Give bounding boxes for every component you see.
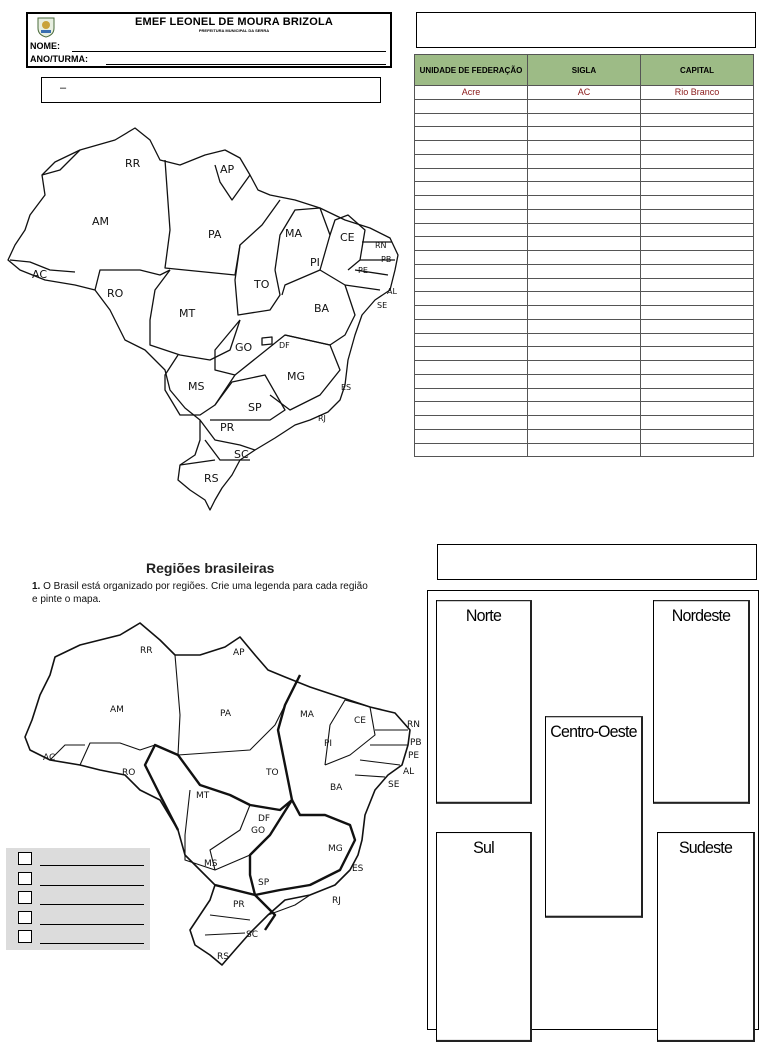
table-cell[interactable]	[528, 99, 641, 113]
map1-label-mt: MT	[179, 307, 196, 320]
map2-label-mg: MG	[328, 844, 343, 854]
legend-swatch[interactable]	[18, 852, 32, 865]
map2-label-es: ES	[352, 864, 364, 874]
legend-row	[18, 911, 146, 925]
legend-row	[18, 872, 146, 886]
table-cell[interactable]	[641, 333, 754, 347]
table-cell[interactable]	[641, 141, 754, 155]
legend-row	[18, 852, 146, 866]
table-cell[interactable]	[641, 237, 754, 251]
table-row	[415, 154, 754, 168]
subtitle-dash: –	[60, 82, 67, 94]
table-cell[interactable]	[641, 319, 754, 333]
map1-label-am: AM	[92, 215, 110, 228]
map2-label-rj: RJ	[332, 896, 341, 906]
map1-label-al: AL	[387, 287, 397, 296]
table-cell[interactable]	[528, 251, 641, 265]
map2-label-ms: MS	[204, 859, 218, 869]
table-cell[interactable]	[415, 429, 528, 443]
table-cell[interactable]	[415, 99, 528, 113]
table-cell[interactable]	[528, 196, 641, 210]
table-cell[interactable]	[528, 168, 641, 182]
legend-line[interactable]	[40, 885, 144, 886]
table-row	[415, 347, 754, 361]
regions-blank-title[interactable]	[437, 544, 757, 580]
region-label-centro-oeste: Centro-Oeste	[550, 723, 637, 742]
table-row	[415, 388, 754, 402]
table-cell[interactable]	[415, 292, 528, 306]
map1-label-pi: PI	[310, 256, 320, 269]
map2-label-go: GO	[251, 826, 266, 836]
region-label-norte: Norte	[465, 607, 502, 626]
table-cell[interactable]	[415, 416, 528, 430]
table-row	[415, 251, 754, 265]
school-header	[26, 12, 392, 68]
table-cell[interactable]	[415, 251, 528, 265]
region-box-sudeste[interactable]	[657, 832, 755, 1042]
title-blank-box[interactable]	[416, 12, 756, 48]
table-cell[interactable]	[641, 196, 754, 210]
map2-label-se: SE	[388, 780, 400, 790]
table-cell[interactable]	[641, 278, 754, 292]
class-line[interactable]	[106, 64, 386, 65]
table-cell[interactable]	[528, 361, 641, 375]
cell-state[interactable]: Acre	[415, 86, 528, 100]
table-cell[interactable]	[641, 374, 754, 388]
legend-swatch[interactable]	[18, 911, 32, 924]
table-cell[interactable]	[415, 196, 528, 210]
table-row	[415, 292, 754, 306]
region-box-sul[interactable]	[436, 832, 532, 1042]
map1-label-pe: PE	[358, 266, 368, 275]
map2-label-pe: PE	[408, 751, 420, 761]
table-cell[interactable]	[415, 278, 528, 292]
map2-label-df: DF	[258, 814, 271, 824]
table-row	[415, 402, 754, 416]
map2-label-ba: BA	[330, 783, 343, 793]
map2-label-rn: RN	[407, 720, 420, 730]
table-row	[415, 196, 754, 210]
table-cell[interactable]	[528, 347, 641, 361]
table-cell[interactable]	[641, 429, 754, 443]
table-row	[415, 141, 754, 155]
map2-label-sp: SP	[258, 878, 270, 888]
table-cell[interactable]	[415, 141, 528, 155]
map1-label-pb: PB	[381, 255, 392, 264]
map1-label-to: TO	[254, 278, 270, 291]
table-cell[interactable]	[415, 333, 528, 347]
header-sigla: SIGLA	[528, 55, 641, 86]
table-cell[interactable]	[641, 209, 754, 223]
legend-line[interactable]	[40, 865, 144, 866]
map1-label-se: SE	[377, 301, 388, 310]
map2-label-rs: RS	[217, 952, 229, 962]
map1-label-df: DF	[279, 341, 290, 350]
map1-label-pr: PR	[220, 421, 235, 434]
table-row	[415, 361, 754, 375]
table-cell[interactable]	[415, 154, 528, 168]
table-cell[interactable]	[415, 306, 528, 320]
map1-label-ma: MA	[285, 227, 303, 240]
table-cell[interactable]	[415, 127, 528, 141]
prefeitura-name: PREFEITURA MUNICIPAL DA SERRA	[198, 28, 270, 33]
table-cell[interactable]	[528, 278, 641, 292]
map1-label-rr: RR	[125, 157, 141, 170]
table-cell[interactable]	[415, 443, 528, 457]
table-cell[interactable]	[528, 154, 641, 168]
table-cell[interactable]	[415, 209, 528, 223]
region-label-sul: Sul	[473, 839, 494, 858]
table-row	[415, 182, 754, 196]
table-cell[interactable]	[415, 388, 528, 402]
table-cell[interactable]	[528, 319, 641, 333]
instruction-number: 1.	[32, 581, 41, 592]
map1-label-go: GO	[235, 341, 253, 354]
map1-label-rn: RN	[375, 241, 387, 250]
map1-label-ro: RO	[107, 287, 124, 300]
map1-label-es: ES	[341, 383, 352, 392]
table-cell[interactable]	[528, 429, 641, 443]
table-cell[interactable]	[528, 292, 641, 306]
table-row	[415, 99, 754, 113]
class-label: ANO/TURMA:	[30, 54, 88, 64]
map2-label-ac: AC	[43, 753, 56, 763]
table-cell[interactable]	[528, 237, 641, 251]
map1-label-sc: SC	[234, 448, 249, 461]
region-label-nordeste: Nordeste	[671, 607, 731, 626]
states-table	[414, 54, 754, 457]
table-cell[interactable]	[415, 361, 528, 375]
table-cell[interactable]	[415, 402, 528, 416]
legend-row	[18, 930, 146, 944]
table-cell[interactable]	[641, 168, 754, 182]
table-row	[415, 113, 754, 127]
table-cell[interactable]	[641, 347, 754, 361]
region-box-centro-oeste[interactable]	[545, 716, 643, 918]
map2-label-to: TO	[266, 768, 279, 778]
map2-label-ap: AP	[233, 648, 245, 658]
table-cell[interactable]	[528, 333, 641, 347]
table-cell[interactable]	[528, 209, 641, 223]
brazil-states-map	[0, 120, 410, 520]
name-label: NOME:	[30, 41, 60, 51]
table-cell[interactable]	[528, 306, 641, 320]
table-cell[interactable]	[528, 182, 641, 196]
table-row	[415, 86, 754, 100]
school-crest-icon	[35, 16, 57, 38]
table-cell[interactable]	[641, 402, 754, 416]
legend-line[interactable]	[40, 943, 144, 944]
map2-label-pr: PR	[233, 900, 245, 910]
table-cell[interactable]	[528, 443, 641, 457]
map2-label-rr: RR	[140, 646, 153, 656]
table-cell[interactable]	[528, 374, 641, 388]
map2-label-ce: CE	[354, 716, 366, 726]
legend-swatch[interactable]	[18, 930, 32, 943]
subtitle-box[interactable]	[41, 77, 381, 103]
map-outline	[8, 128, 398, 510]
table-cell[interactable]	[528, 402, 641, 416]
legend-swatch[interactable]	[18, 891, 32, 904]
cell-sigla[interactable]: AC	[528, 86, 641, 100]
table-cell[interactable]	[528, 388, 641, 402]
table-cell[interactable]	[641, 251, 754, 265]
map2-label-am: AM	[110, 705, 124, 715]
legend-panel	[6, 848, 150, 950]
table-cell[interactable]	[528, 264, 641, 278]
table-cell[interactable]	[415, 223, 528, 237]
table-cell[interactable]	[415, 319, 528, 333]
table-row	[415, 237, 754, 251]
map1-label-pa: PA	[208, 228, 222, 241]
map2-label-al: AL	[403, 767, 415, 777]
map2-label-sc: SC	[246, 930, 258, 940]
table-cell[interactable]	[641, 99, 754, 113]
table-cell[interactable]	[528, 416, 641, 430]
table-cell[interactable]	[641, 264, 754, 278]
cell-capital[interactable]: Rio Branco	[641, 86, 754, 100]
map2-label-mt: MT	[196, 791, 210, 801]
region-label-sudeste: Sudeste	[678, 839, 733, 858]
table-cell[interactable]	[415, 347, 528, 361]
table-cell[interactable]	[415, 168, 528, 182]
table-row	[415, 127, 754, 141]
table-cell[interactable]	[641, 361, 754, 375]
regions-instruction	[32, 580, 372, 606]
legend-row	[18, 891, 146, 905]
table-row	[415, 168, 754, 182]
map1-label-mg: MG	[287, 370, 306, 383]
table-cell[interactable]	[641, 113, 754, 127]
school-name: EMEF LEONEL DE MOURA BRIZOLA	[134, 16, 334, 28]
instruction-text: O Brasil está organizado por regiões. Crie uma legenda para cada região e pinte o mapa.	[32, 581, 368, 605]
map1-label-rs: RS	[204, 472, 219, 485]
region-box-norte[interactable]	[436, 600, 532, 804]
table-cell[interactable]	[415, 113, 528, 127]
table-row	[415, 209, 754, 223]
table-cell[interactable]	[528, 113, 641, 127]
table-cell[interactable]	[641, 127, 754, 141]
map2-label-pi: PI	[324, 739, 333, 749]
table-cell[interactable]	[415, 264, 528, 278]
map1-label-ac: AC	[32, 268, 48, 281]
table-cell[interactable]	[415, 182, 528, 196]
table-cell[interactable]	[641, 388, 754, 402]
map2-label-pb: PB	[410, 738, 422, 748]
map2-label-pa: PA	[220, 709, 232, 719]
map1-labels	[32, 157, 397, 485]
table-row	[415, 416, 754, 430]
legend-line[interactable]	[40, 904, 144, 905]
table-cell[interactable]	[528, 141, 641, 155]
table-cell[interactable]	[641, 443, 754, 457]
table-row	[415, 264, 754, 278]
map2-label-ro: RO	[122, 768, 136, 778]
table-cell[interactable]	[641, 292, 754, 306]
map1-label-ap: AP	[220, 163, 235, 176]
table-row	[415, 429, 754, 443]
name-line[interactable]	[72, 51, 386, 52]
map1-label-ms: MS	[188, 380, 205, 393]
table-row	[415, 223, 754, 237]
map2-label-ma: MA	[300, 710, 314, 720]
legend-swatch[interactable]	[18, 872, 32, 885]
map1-label-sp: SP	[248, 401, 262, 414]
table-row	[415, 306, 754, 320]
table-row	[415, 319, 754, 333]
header-uf: UNIDADE DE FEDERAÇÃO	[415, 55, 528, 86]
table-cell[interactable]	[641, 154, 754, 168]
regions-title: Regiões brasileiras	[146, 560, 275, 576]
region-box-nordeste[interactable]	[653, 600, 750, 804]
table-cell[interactable]	[641, 182, 754, 196]
header-capital: CAPITAL	[641, 55, 754, 86]
table-cell[interactable]	[641, 223, 754, 237]
table-cell[interactable]	[415, 374, 528, 388]
table-cell[interactable]	[528, 223, 641, 237]
table-cell[interactable]	[641, 306, 754, 320]
table-cell[interactable]	[528, 127, 641, 141]
table-cell[interactable]	[641, 416, 754, 430]
table-row	[415, 374, 754, 388]
table-cell[interactable]	[415, 237, 528, 251]
regions-frame	[427, 590, 759, 1030]
map1-label-ce: CE	[340, 231, 355, 244]
table-row	[415, 443, 754, 457]
table-row	[415, 333, 754, 347]
table-row	[415, 278, 754, 292]
map1-label-ba: BA	[314, 302, 330, 315]
map1-label-rj: RJ	[318, 414, 326, 423]
legend-line[interactable]	[40, 924, 144, 925]
